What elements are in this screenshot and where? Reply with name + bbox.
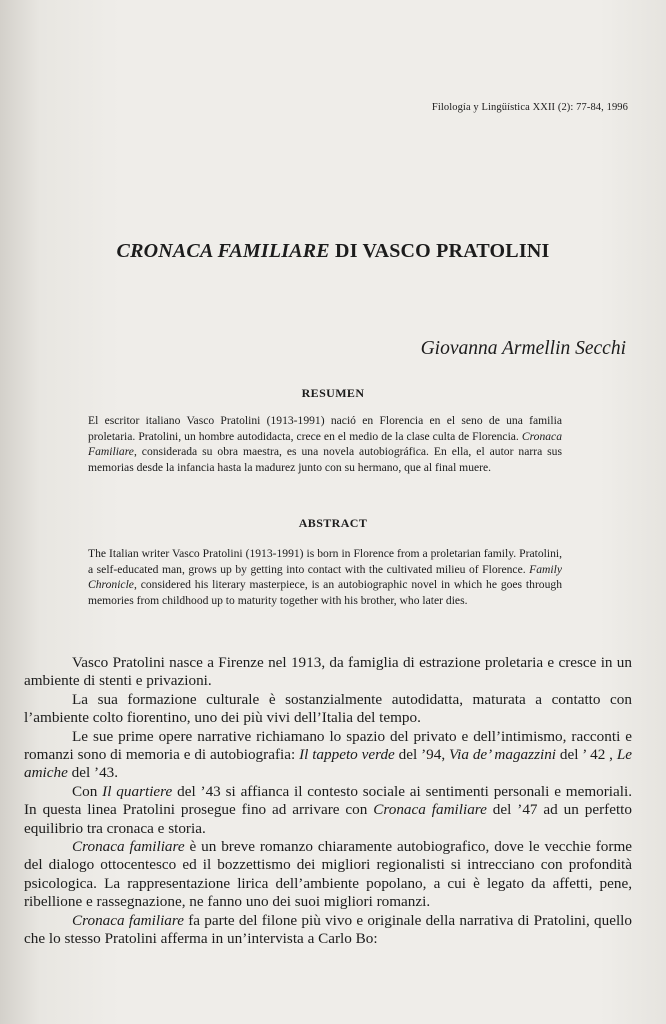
p3-text-c: del ’ 42 , <box>556 746 617 764</box>
body-paragraph-3 <box>24 728 632 783</box>
p4-text-c: del ’47 ad un perfetto equilibrio tra cronaca e storia. <box>24 801 632 837</box>
resumen-work: Cronaca Familiare <box>88 429 562 458</box>
abstract-text <box>88 546 562 608</box>
p3-text-b: del ’94, <box>394 746 449 764</box>
p6-text-a: fa parte del filone più vivo e originale della narrativa di Pratolini, quello che lo stesso Pratolini afferma in un’intervista a Carlo Bo: <box>24 911 633 948</box>
p3-work-1: Il tappeto verde <box>299 746 395 764</box>
running-header: Filología y Lingüística XXII (2): 77-84, 1996 <box>431 102 628 113</box>
abstract-work: Family Chronicle <box>88 562 562 591</box>
p3-text-a: Le sue prime opere narrative richiamano lo spazio del privato e dell’intimismo, racconti e romanzi sono di memoria e di autobiografia: <box>24 727 632 764</box>
p4-work-1: Il quartiere <box>102 782 173 800</box>
article-body <box>24 654 632 949</box>
body-paragraph-5 <box>24 838 632 912</box>
author-name: Giovanna Armellin Secchi <box>420 338 626 359</box>
abstract-part1: The Italian writer Vasco Pratolini (1913-1991) is born in Florence from a proletarian family. Pratolini, a self-educated man, grows up by getting into contact with the cultivated milieu of Florence. <box>88 547 562 576</box>
body-paragraph-6 <box>24 912 632 949</box>
p4-text-b: del ’43 si affianca il contesto sociale ai sentimenti personali e memoriali. In questa linea Pratolini prosegue fino ad arrivare con <box>24 782 633 819</box>
title-rest: DI VASCO PRATOLINI <box>335 240 550 262</box>
p3-work-2: Via de’ magazzini <box>449 746 557 764</box>
resumen-part2: , considerada su obra maestra, es una novela autobiográfica. En ella, el autor narra sus memorias desde la infancia hasta la madurez junto con su hermano, que al final muere. <box>88 445 562 474</box>
resumen-part1: El escritor italiano Vasco Pratolini (1913-1991) nació en Florencia en el seno de una familia proletaria. Pratolini, un hombre autodidacta, crece en el medio de la clase culta de Florencia. <box>88 414 562 443</box>
abstract-part2: , considered his literary masterpiece, is an autobiographic novel in which he goes through memories from childhood up to maturity together with his brother, who later dies. <box>88 578 562 607</box>
title-work: CRONACA FAMILIARE <box>116 240 330 262</box>
p3-work-3: Le amiche <box>24 746 633 782</box>
p3-text-d: del ’43. <box>67 764 119 782</box>
abstract-heading: ABSTRACT <box>298 516 368 530</box>
body-paragraph-1: Vasco Pratolini nasce a Firenze nel 1913, da famiglia di estrazione proletaria e cresce in un ambiente di stenti e privazioni. <box>24 654 632 690</box>
body-paragraph-2: La sua formazione culturale è sostanzialmente autodidatta, maturata a contatto con l’ambiente colto fiorentino, uno dei più vivi dell’Italia del tempo. <box>24 690 632 727</box>
p5-work-1: Cronaca familiare <box>72 838 185 856</box>
p6-work-1: Cronaca familiare <box>72 911 184 929</box>
p4-text-a: Con <box>72 782 103 800</box>
resumen-text <box>88 413 562 475</box>
p4-work-2: Cronaca familiare <box>373 801 487 819</box>
article-title <box>0 240 666 263</box>
p5-text-a: è un breve romanzo chiaramente autobiografico, dove le vecchie forme del dialogo ottocentesco ed il bozzettismo dei migliori regionalisti si intrecciano con profondità psicologica. La rappresentazione lirica dell’ambiente popolano, a cui è legato da affetti, pene, ribellione e rassegnazione, ne fanno uno dei suoi migliori romanzi. <box>24 838 632 911</box>
body-paragraph-4 <box>24 783 632 838</box>
resumen-heading: RESUMEN <box>301 386 365 400</box>
